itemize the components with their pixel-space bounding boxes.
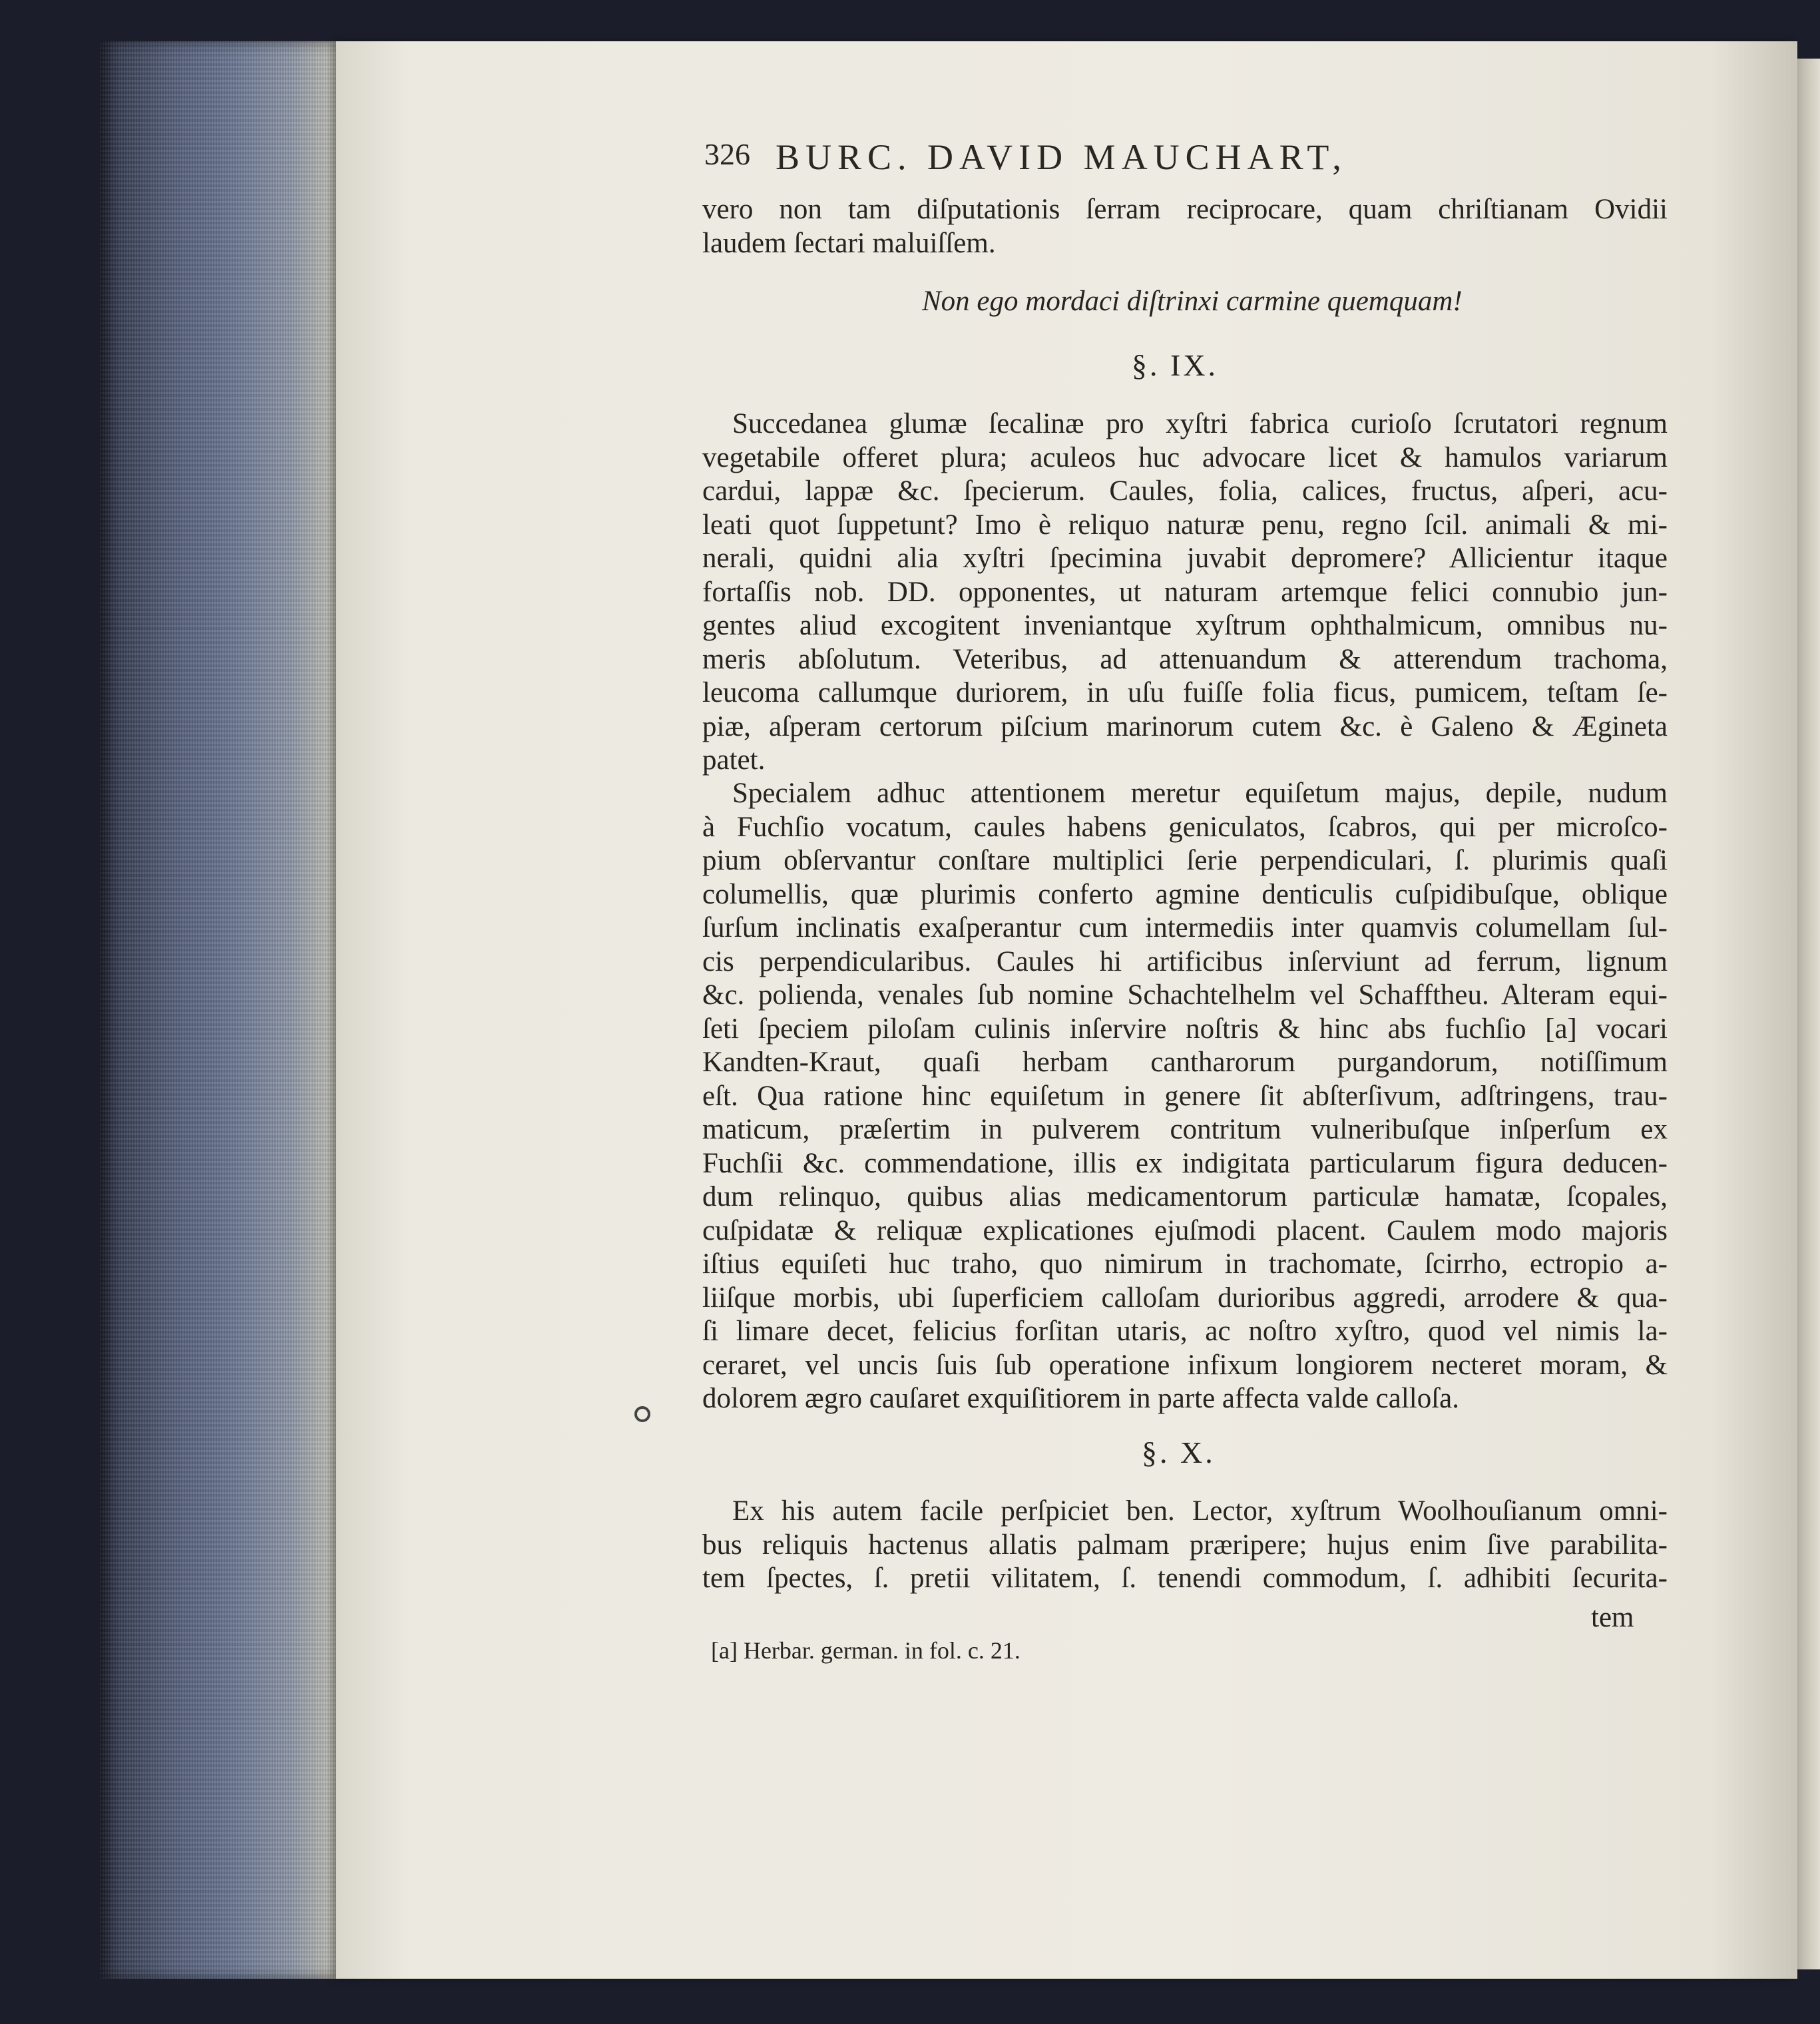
- running-title: BURC. DAVID MAUCHART,: [776, 137, 1347, 177]
- text-line: liiſque morbis, ubi ſuperficiem calloſam durioribus aggredi, arrodere & qua-: [702, 1282, 1668, 1314]
- text-line: dolorem ægro cauſaret exquiſitiorem in parte affecta valde calloſa.: [702, 1383, 1460, 1414]
- text-line: Ex his autem facile perſpiciet ben. Lector, xyſtrum Woolhouſianum omni-: [732, 1495, 1668, 1527]
- text-line: ſeti ſpeciem piloſam culinis inſervire noſtris & hinc abs fuchſio [a] vocari: [702, 1013, 1668, 1045]
- text-line: vegetabile offeret plura; aculeos huc advocare licet & hamulos variarum: [702, 441, 1668, 473]
- text-line: leati quot ſuppetunt? Imo è reliquo naturæ penu, regno ſcil. animali & mi-: [702, 509, 1668, 541]
- text-line: Succedanea glumæ ſecalinæ pro xyſtri fabrica curioſo ſcrutatori regnum: [732, 408, 1668, 439]
- page-number: 326: [704, 137, 750, 171]
- text-line: fortaſſis nob. DD. opponentes, ut naturam artemque felici connubio jun-: [702, 576, 1668, 608]
- margin-ink-dot: [634, 1406, 650, 1422]
- text-line: ſi limare decet, felicius forſitan utaris, ac noſtro xyſtro, quod vel nimis la-: [702, 1316, 1668, 1347]
- verse-quote: Non ego mordaci diſtrinxi carmine quemquam!: [922, 286, 1463, 317]
- text-line: cuſpidatæ & reliquæ explicationes ejuſmodi placent. Caulem modo majoris: [702, 1214, 1668, 1246]
- facing-page-edge: [1797, 59, 1820, 1969]
- text-line: meris abſolutum. Veteribus, ad attenuandum & atterendum trachoma,: [702, 643, 1668, 675]
- text-line: tem ſpectes, ſ. pretii vilitatem, ſ. tenendi commodum, ſ. adhibiti ſecurita-: [702, 1563, 1668, 1594]
- book-page-edges: [100, 41, 340, 1979]
- section-ix-paragraph-1: [702, 407, 1668, 778]
- text-line: Specialem adhuc attentionem meretur equiſetum majus, depile, nudum: [732, 778, 1668, 809]
- text-line: laudem ſectari maluiſſem.: [702, 227, 996, 259]
- section-heading-ix: §. IX.: [1132, 348, 1219, 382]
- text-line: cardui, lappæ &c. ſpecierum. Caules, folia, calices, fructus, aſperi, acu-: [702, 475, 1668, 507]
- footnote: [a] Herbar. german. in fol. c. 21.: [711, 1637, 1021, 1664]
- text-line: dum relinquo, quibus alias medicamentorum particulæ hamatæ, ſcopales,: [702, 1181, 1668, 1212]
- text-line: columellis, quæ plurimis conferto agmine denticulis cuſpidibuſque, oblique: [702, 878, 1668, 910]
- text-line: Fuchſii &c. commendatione, illis ex indigitata particularum figura deducen-: [702, 1147, 1668, 1179]
- text-line: pium obſervantur conſtare multiplici ſerie perpendiculari, ſ. plurimis quaſi: [702, 845, 1668, 876]
- text-line: cis perpendicularibus. Caules hi artificibus inſerviunt ad ferrum, lignum: [702, 945, 1668, 977]
- text-line: Kandten-Kraut, quaſi herbam cantharorum purgandorum, notiſſimum: [702, 1047, 1668, 1078]
- text-line: &c. polienda, venales ſub nomine Schachtelhelm vel Schafftheu. Alteram equi-: [702, 979, 1668, 1011]
- text-line: patet.: [702, 744, 766, 776]
- opening-lines: [702, 193, 1668, 260]
- text-line: leucoma callumque duriorem, in uſu fuiſſe folia ficus, pumicem, teſtam ſe-: [702, 677, 1668, 708]
- text-line: eſt. Qua ratione hinc equiſetum in genere ſit abſterſivum, adſtringens, trau-: [702, 1080, 1668, 1112]
- text-line: iſtius equiſeti huc traho, quo nimirum in trachomate, ſcirrho, ectropio a-: [702, 1248, 1668, 1280]
- section-x-paragraph: [702, 1495, 1668, 1596]
- catchword: tem: [1591, 1602, 1634, 1633]
- text-line: piæ, aſperam certorum piſcium marinorum cutem &c. è Galeno & Ægineta: [702, 710, 1668, 742]
- text-line: à Fuchſio vocatum, caules habens geniculatos, ſcabros, qui per microſco-: [702, 811, 1668, 843]
- section-ix-paragraph-2: [702, 777, 1668, 1416]
- text-line: nerali, quidni alia xyſtri ſpecimina juvabit depromere? Allicientur itaque: [702, 543, 1668, 574]
- text-line: ceraret, vel uncis ſuis ſub operatione infixum longiorem necteret moram, &: [702, 1349, 1668, 1381]
- text-line: ſurſum inclinatis exaſperantur cum intermediis inter quamvis columellam ſul-: [702, 912, 1668, 943]
- text-line: maticum, præſertim in pulverem contritum vulneribuſque inſperſum ex: [702, 1114, 1668, 1145]
- text-line: bus reliquis hactenus allatis palmam præripere; hujus enim ſive parabilita-: [702, 1529, 1668, 1561]
- section-heading-x: §. X.: [1142, 1435, 1216, 1469]
- text-line: gentes aliud excogitent inveniantque xyſtrum ophthalmicum, omnibus nu-: [702, 610, 1668, 641]
- text-line: vero non tam diſputationis ſerram reciprocare, quam chriſtianam Ovidii: [702, 194, 1668, 225]
